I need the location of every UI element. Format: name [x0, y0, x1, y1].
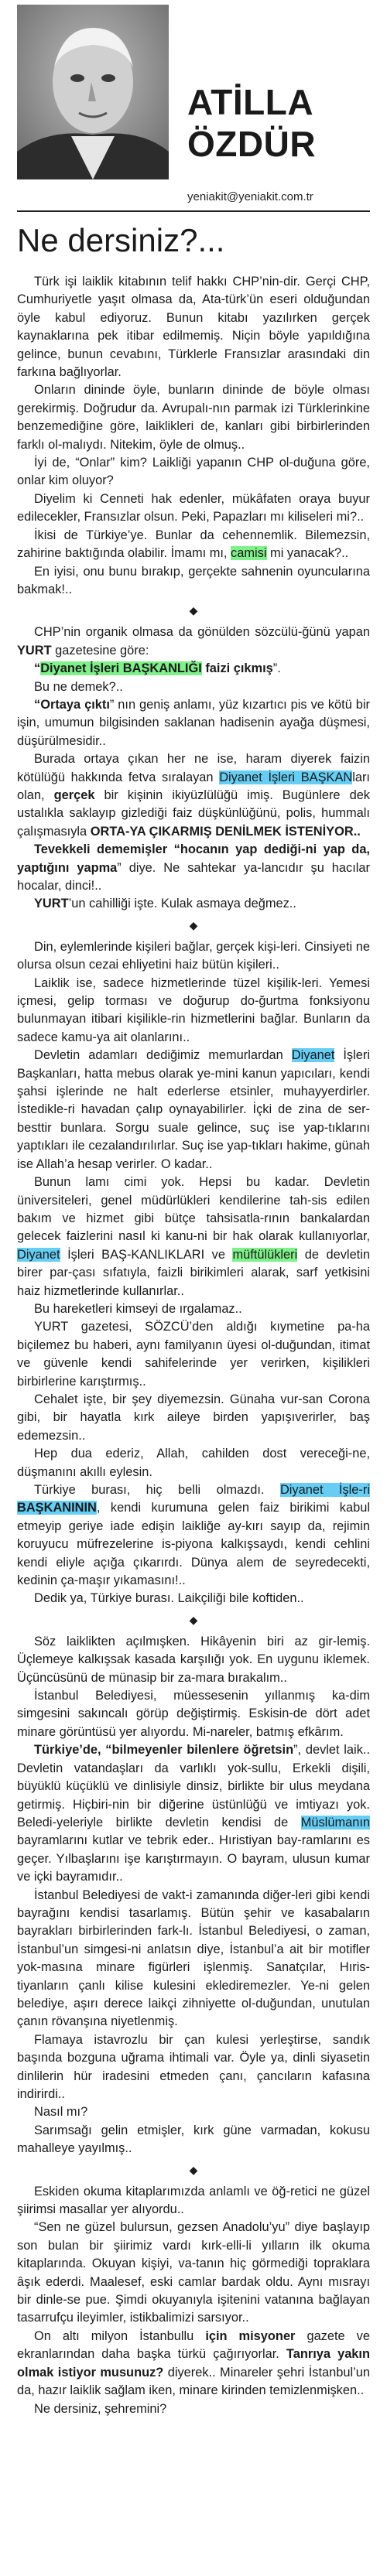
text-run: İstanbul Belediyesi de vakt-i zamanında diğer-leri gibi kendi bayrağını kendisi tasarlamış. Bütün şehir ve kasabaların bayrakları birbirlerinden fark-lı. İstanbul Belediyesi, o zaman, İstanbul’un simgesi-ni anlatsın diye, İstanbul’a ait bir motifler yok-masına minare figürleri işlenmiş. Sanatçılar, Hıris-tiyanların çanlı kilise kulesini eklediremezler. Ye-ni gelen belediye, aşırı derece laikçi zihniyette ol-duğundan, unutulan çanın rövanşına niyetlenmiş.	[17, 1888, 370, 2029]
text-run: Sarımsağı gelin etmişler, kırk güne varmadan, kokusu mahalleye yayılmış..	[17, 2123, 370, 2156]
text-run: Tanrıya yakın olmak istiyor musunuz?	[17, 2347, 370, 2380]
author-first-name: ATİLLA	[187, 82, 314, 122]
text-run: diyerek.. Minareler şehri İstanbul’un da, hazır laiklik sağlam iken, minare kirinden temizlenmişken..	[17, 2365, 370, 2398]
text-run: ” diye. Ne sahtekar ya-lancıdır şu hacılar hocalar, dinci!..	[17, 860, 371, 893]
article-paragraph	[17, 624, 370, 660]
article-paragraph	[17, 454, 370, 490]
text-run: için misyoner	[205, 2328, 296, 2343]
text-run: Bu ne demek?..	[34, 679, 123, 694]
text-run: CHP’nin organik olmasa da gönülden sözcülü-ğünü yapan	[34, 625, 370, 640]
article-paragraph	[17, 678, 370, 696]
text-run: Burada ortaya çıkan her ne ise, haram diyerek faizin kötülüğü hakkında fetva sıralayan	[17, 752, 370, 784]
highlighted-text: Diyanet	[17, 1247, 60, 1262]
article-paragraph	[17, 1445, 370, 1481]
highlighted-text: Müslümanın	[300, 1815, 370, 1830]
article-paragraph	[17, 1633, 370, 1687]
article-paragraph	[17, 1741, 370, 1886]
highlighted-text: müftülükleri	[232, 1247, 298, 1262]
text-run: İstanbul Belediyesi, müessesenin yıllanmış ka-dim simgesini sakıncalı görüp değiştirmiş. Eskisin-de dört adet minare görüntüsü yer alıyordu. Mi-nareler, batmış efkârım.	[17, 1689, 370, 1739]
highlighted-text: Diyanet İşleri BAŞKANLIĞI	[40, 661, 202, 676]
article-paragraph	[17, 750, 370, 841]
article-paragraph	[17, 2183, 370, 2219]
text-run: Tevekkeli dememişler “	[34, 842, 180, 857]
text-run: bir kişinin ikiyüzlülüğü imiş. Bugünlere dek ustalıkla saklayıp gizlediği faiz düşkünlüğünü, polis, hummalı çalışmasıyla	[17, 787, 370, 839]
text-run: İşleri Başkanları, hatta mebus olarak ye-mini kanun yapıcıları, kendi şahsi işlerinde ne halt ederlerse etsinler, muhayyerdirler. İstedikle-ri havadan çalıp oynayabilirler. İçki de zina de ser-besttir bunlara. Sorgu suale gelince, suç ise yap-tıklarını yaptıkları ile cezalandırılırlar. Suç ise yap-tıkları hakime, günah ise Allah’a hesap verirler. O kadar..	[17, 1048, 370, 1171]
section-separator: ◆	[189, 918, 198, 931]
text-run: İşleri BAŞ-KANLIKLARI ve	[60, 1247, 233, 1262]
text-run: , kendi kurumuna gelen faiz birikimi kabul etmeyip geriye iade edişin laikliğe ay-kırı sayıp da, rejimin koruyucu müfrezelerine is-piyona kalkışsaydı, kendi cehlini kendi eliyle açığa çıkarırdı. Dünya alem de seyredecekti, kedinin ça-maşır yıkamasını!..	[17, 1501, 370, 1588]
text-run: On altı milyon İstanbullu	[34, 2328, 206, 2343]
text-run: Flamaya istavrozlu bir çan kulesi yerleştirse, sandık başında bozguna uğrama ihtimali var. Öyle ya, dinli siyasetin dinlilerin hür iradesini etmeden çanı, çancıların kafasına indirirdi..	[17, 2032, 370, 2101]
text-run: hocanın yap dediği-ni yap da, yaptığını yapma	[17, 842, 370, 875]
highlighted-text: Diyanet	[291, 1048, 335, 1063]
article-paragraph	[17, 660, 370, 678]
text-run: ları olan,	[17, 770, 370, 802]
highlighted-text: BAŞKANININ	[17, 1501, 97, 1515]
article-paragraph	[17, 527, 370, 563]
text-run: İyi de, “Onlar” kim? Laikliği yapanın CHP ol-duğuna göre, onlar kim oluyor?	[17, 456, 370, 488]
section-separator: ◆	[189, 1613, 198, 1626]
text-run: gazete ve ekranlarından daha başka türkü çağırıyorlar.	[17, 2328, 370, 2362]
article-paragraph	[17, 1318, 370, 1391]
text-run: Eskiden okuma kitaplarımızda anlamlı ve öğ-retici ne güzel şiirimsi masallar yer alıyordu..	[17, 2184, 370, 2217]
text-run: Cehalet işte, bir şey diyemezsin. Günaha vur-san Corona gibi, bir hayatla kırk aileye birden yapışıverirler, baş edemezsin..	[17, 1392, 370, 1443]
article-paragraph	[17, 2103, 370, 2121]
article-paragraph	[17, 1887, 370, 2031]
highlighted-text: Diyanet İşle-ri	[279, 1483, 370, 1497]
text-run: Türkiye burası, hiç belli olmazdı.	[34, 1483, 280, 1497]
article-paragraph	[17, 490, 370, 527]
text-run: gazetesine göre:	[51, 643, 149, 658]
text-run: Laiklik ise, sadece hizmetlerinde tüzel kişilik-leri. Yemesi içmesi, gelip torması ve doğurup do-ğurtma fonksiyonu bulunmayan itibari kişilikle-rin hizmetlerini bağlar. Bunların da sadece kamu-ya ait olanlarını..	[17, 975, 370, 1044]
article-paragraph	[17, 975, 370, 1047]
column-header	[8, 0, 379, 213]
text-run: bilmeyenler bilenlere öğretsin	[111, 1743, 294, 1758]
article-paragraph	[17, 1590, 370, 1607]
text-run: Türk işi laiklik kitabının telif hakkı CHP’nin-dir. Gerçi CHP, Cumhuriyetle yaşıt olmasa da, Ata-türk’ün eseri olduğundan öyle kabul ediyoruz. Bunun kitabı yazılırken gerçek kaynaklarına pek itibar edilmemiş. Niçin böyle yapıldığına gelince, bunun cevabını, Türklerle Fransızlar arasındaki din farkına bağlıyorlar.	[17, 275, 370, 380]
author-email[interactable]: yeniakit@yeniakit.com.tr	[187, 190, 313, 203]
article-paragraph	[17, 2031, 370, 2104]
text-run: YURT	[34, 897, 69, 911]
text-run: En iyisi, onu bunu bırakıp, gerçekte sahnenin oyuncularına bakmak!..	[17, 564, 370, 596]
article-paragraph	[17, 1687, 370, 1741]
article-paragraph	[17, 841, 370, 895]
text-run: YURT gazetesi, SÖZCÜ’den aldığı kıymetine pa-ha biçilemez bu haberi, aynı familyanın üyesi ol-duğundan, itimat ve güvenle kendi sahifelerinde yer verirken, kişilikleri birbirlerine karıştırmış..	[17, 1320, 370, 1389]
text-run: Bu hareketleri kimseyi de ırgalamaz..	[34, 1301, 242, 1316]
text-run: ” nın geniş anlamı, yüz kızartıcı pis ve kötü bir işin, umumun bilgisinden saklanan hadisenin ayağa düşmesi, düşürülmesidir..	[17, 697, 370, 748]
article-paragraph	[17, 381, 370, 454]
article-paragraph	[17, 563, 370, 600]
text-run: ’un cahilliği işte. Kulak asmaya değmez..	[68, 897, 296, 911]
text-run: ORTA-YA ÇIKARMIŞ DENİLMEK İSTENİYOR..	[90, 824, 361, 839]
text-run: Dedik ya, Türkiye burası. Laikçiliği bile koftiden..	[34, 1591, 304, 1606]
author-photo	[17, 5, 169, 179]
section-separator: ◆	[189, 604, 198, 617]
article-paragraph	[17, 2400, 370, 2418]
text-run: Din, eylemlerinde kişileri bağlar, gerçek kişi-leri. Cinsiyeti ne olursa olsun cezai ehliyetini haiz bütün kişileri..	[17, 939, 370, 972]
article-paragraph	[17, 1481, 370, 1590]
article-paragraph	[17, 2328, 370, 2400]
text-run: Nasıl mı?	[34, 2105, 88, 2120]
text-run: mi yanacak?..	[266, 546, 349, 561]
article-paragraph	[17, 938, 370, 975]
text-run: “Sen ne güzel bulursun, gezsen Anadolu’yu” diye başlayıp son bulan bir şiirimiz vardı kırk-elli-li yılların ilk okuma kitaplarında. Okuyan kişiyi, va-tanın hiç görmediği topraklara âşık ederdi. Maalesef, eski camlar bardak oldu. Aynı mısrayı bir dinle-se pue. Şimdi okuyanıyla işitenini vatanına bağlayan tasarrufçu ileyimler, istikbalimizi sarsıyor..	[17, 2220, 370, 2325]
article-paragraph	[17, 696, 370, 750]
article-paragraph	[17, 2122, 370, 2158]
header-divider	[17, 210, 370, 212]
text-run: Ne dersiniz, şehremini?	[34, 2401, 167, 2416]
author-name	[187, 81, 316, 165]
text-run: “	[34, 661, 41, 676]
section-separator: ◆	[189, 2163, 198, 2176]
article-paragraph	[17, 895, 370, 913]
text-run: Türkiye’de, “	[34, 1743, 112, 1758]
text-run: ”.	[272, 661, 281, 676]
article-paragraph	[17, 1174, 370, 1300]
article-paragraph	[17, 1047, 370, 1174]
text-run: Diyelim ki Cenneti hak edenler, mükâfaten oraya buyur edilecekler, Fransızlar olsun. Peki, Papazları mı kiliseleri mi?..	[17, 491, 370, 524]
text-run: Onların dininde öyle, bunların dininde de böyle olması gerekirmiş. Doğrudur da. Avrupalı-nın parmak izi Türklerinkine benzemediğine göre, laiklikleri de, kanları gibi birbirlerinden farklı ol-malıydı. Nitekim, öyle de olmuş..	[17, 383, 370, 452]
text-run: faizi çıkmış	[201, 661, 273, 676]
text-run: Hep dua ederiz, Allah, cahilden dost vereceği-ne, düşmanını akıllı eylesin.	[17, 1447, 370, 1479]
text-run: Söz laiklikten açılmışken. Hikâyenin biri az gir-lemiş. Üçlemeye kalkışsak kasada karşılığı yok. En uygunu iklemek. Üçüncüsünü de münasip bir za-mara bırakalım..	[17, 1634, 370, 1685]
text-run: Ortaya çıktı	[40, 697, 110, 712]
text-run: “	[34, 697, 41, 712]
text-run: İkisi de Türkiye’ye. Bunlar da cehennemlik. Bilemezsin, zahirine baktığında olabilir. İmamı mı,	[17, 528, 370, 561]
text-run: bayramlarını kutlar ve tebrik eder.. Hıristiyan bay-ramlarını es geçer. Yılbaşlarını işe karıştırmayın. O bayram, ulusun kumar ve içki bayramıdır..	[17, 1833, 370, 1884]
text-run: YURT	[17, 643, 52, 658]
article-body	[8, 273, 379, 2418]
article-paragraph	[17, 273, 370, 381]
article-paragraph	[17, 1300, 370, 1318]
text-run: Bunun lamı cimi yok. Hepsi bu kadar. Devletin üniversiteleri, genel müdürlükleri kendilerine tah-sis edilen bakım ve hizmet gibi bütçe tahsisatla-rının bankalardan gelecek faizlerini nasıl ki kanu-ni bir hak olarak kullanıyorlar,	[17, 1175, 370, 1244]
article-paragraph	[17, 1391, 370, 1445]
text-run: de devletin birer par-çası sıfatıyla, faizli birikimleri alarak, sarf yetkisini haiz hizmetlerinde kullanırlar..	[17, 1247, 370, 1298]
highlighted-text: Diyanet İşleri BAŞKAN	[219, 770, 353, 784]
text-run: Devletin adamları dediğimiz memurlardan	[34, 1048, 292, 1063]
article-title: Ne dersiniz?...	[17, 222, 225, 258]
text-run: ”, devlet laik.. Devletin vatandaşları da varlıklı yok-sullu, Erkekli dişili, büyüklü küçüklü ve dinlisiyle dinsiz, birlikte bir ulus meydana getirmiş. Hiçbiri-nin bir diğerine üstünlüğü ve imtiyazı yok. Beledi-yeleriyle birlikte devletin kendisi de	[17, 1743, 370, 1830]
text-run: gerçek	[53, 787, 95, 802]
highlighted-text: camisi	[231, 546, 267, 561]
article-paragraph	[17, 2219, 370, 2327]
author-last-name: ÖZDÜR	[187, 124, 317, 164]
